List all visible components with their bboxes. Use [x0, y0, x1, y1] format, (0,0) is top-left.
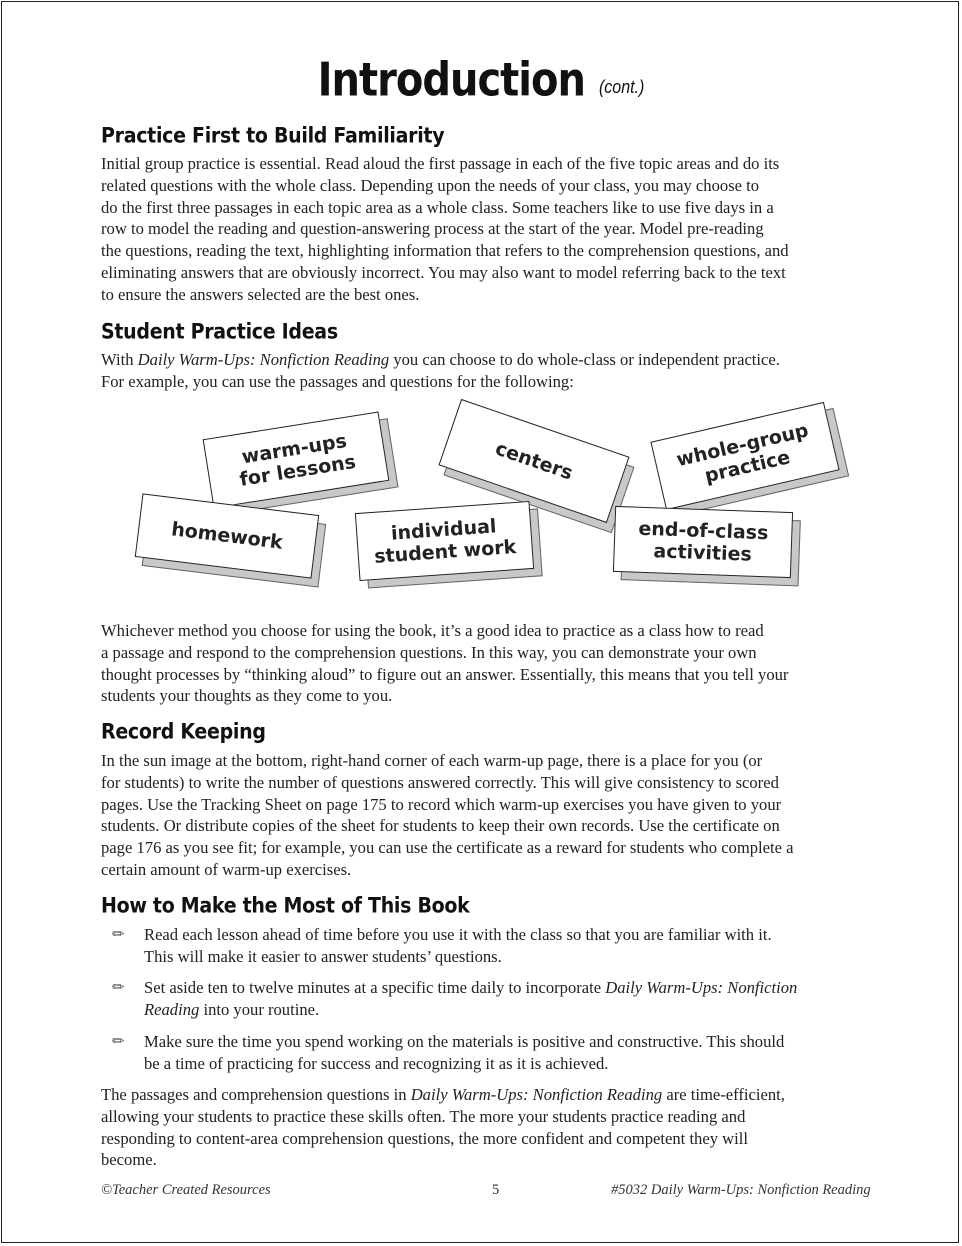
heading-most-of-book: How to Make the Most of This Book	[101, 894, 470, 919]
paragraph-thinking-aloud	[101, 620, 891, 707]
card-homework: homework	[135, 493, 319, 578]
text-line: the questions, reading the text, highlighting information that refers to the comprehension questions, and	[101, 241, 789, 261]
text-line: Make sure the time you spend working on the materials is positive and constructive. This should	[144, 1032, 785, 1051]
text-line: In the sun image at the bottom, right-hand corner of each warm-up page, there is a place for you (or	[101, 751, 763, 770]
book-title: Daily Warm-Ups: Nonfiction	[605, 978, 798, 997]
text-line: eliminating answers that are obviously incorrect. You may also want to model referring back to the text	[101, 262, 786, 282]
text-line: be a time of practicing for success and recognizing it as it is achieved.	[144, 1053, 609, 1073]
footer-publisher: ©Teacher Created Resources	[101, 1182, 271, 1198]
book-title: Reading	[144, 999, 200, 1019]
title-text: Introduction	[317, 54, 585, 107]
paragraph-student-practice	[101, 349, 891, 393]
paragraph-practice-first	[101, 153, 891, 306]
text-line: Set aside ten to twelve minutes at a specific time daily to incorporate Daily Warm-Ups: Nonfiction	[144, 978, 798, 997]
pencil-icon: ✏	[112, 925, 125, 943]
heading-student-practice: Student Practice Ideas	[101, 320, 338, 345]
text-line: Whichever method you choose for using the book, it’s a good idea to practice as a class how to read	[101, 621, 764, 640]
text-line: do the first three passages in each topic area as a whole class. Some teachers like to use five days in a	[101, 197, 774, 217]
heading-record-keeping: Record Keeping	[101, 720, 266, 745]
card-whole-group: whole-group practice	[650, 402, 839, 510]
text-line: responding to content-area comprehension questions, the more confident and competent they will	[101, 1128, 748, 1148]
text-line: thought processes by “thinking aloud” to figure out an answer. Essentially, this means that you tell your	[101, 664, 789, 684]
page-title	[2, 54, 960, 107]
text-line: become.	[101, 1150, 157, 1170]
paragraph-closing	[101, 1084, 891, 1171]
text-line: students. Or distribute copies of the sheet for students to keep their own records. Use the certificate on	[101, 816, 780, 836]
paragraph-record-keeping	[101, 750, 891, 881]
text-line: This will make it easier to answer students’ questions.	[144, 946, 502, 966]
text-line: a passage and respond to the comprehension questions. In this way, you can demonstrate your own	[101, 642, 757, 662]
text-line: For example, you can use the passages and questions for the following:	[101, 371, 574, 391]
text-line: Read each lesson ahead of time before you use it with the class so that you are familiar with it.	[144, 925, 772, 944]
card-warm-ups: warm-ups for lessons	[203, 412, 390, 509]
text-line: row to model the reading and question-answering process at the start of the year. Model pre-reading	[101, 219, 764, 239]
text-line: to ensure the answers selected are the best ones.	[101, 284, 420, 304]
pencil-icon: ✏	[112, 1032, 125, 1050]
footer-book-title: #5032 Daily Warm-Ups: Nonfiction Reading	[611, 1182, 871, 1198]
text-line: related questions with the whole class. Depending upon the needs of your class, you may choose to	[101, 175, 760, 195]
page	[1, 1, 959, 1243]
text-line: page 176 as you see fit; for example, you can use the certificate as a reward for students who complete a	[101, 838, 794, 858]
footer-page-number: 5	[492, 1182, 500, 1198]
card-centers: centers	[438, 399, 629, 523]
heading-practice-first: Practice First to Build Familiarity	[101, 124, 445, 149]
book-title: Daily Warm-Ups: Nonfiction Reading	[137, 350, 390, 369]
text-line: With Daily Warm-Ups: Nonfiction Reading you can choose to do whole-class or independent practice.	[101, 350, 780, 369]
text-line: The passages and comprehension questions in Daily Warm-Ups: Nonfiction Reading are time-efficient,	[101, 1085, 785, 1104]
card-end-of-class: end-of-class activities	[613, 506, 793, 578]
card-individual: individual student work	[355, 501, 534, 581]
pencil-icon: ✏	[112, 978, 125, 996]
text-line: certain amount of warm-up exercises.	[101, 859, 352, 879]
text-line: Initial group practice is essential. Read aloud the first passage in each of the five topic areas and do its	[101, 154, 780, 173]
text-line: Reading into your routine.	[144, 999, 320, 1019]
text-line: for students) to write the number of questions answered correctly. This will give consistency to scored	[101, 772, 779, 792]
title-suffix: (cont.)	[598, 78, 645, 98]
text-line: pages. Use the Tracking Sheet on page 175 to record which warm-up exercises you have given to your	[101, 794, 782, 814]
book-title: Daily Warm-Ups: Nonfiction Reading	[410, 1085, 663, 1104]
text-line: students your thoughts as they come to you.	[101, 686, 393, 706]
text-line: allowing your students to practice these skills often. The more your students practice reading and	[101, 1106, 746, 1126]
